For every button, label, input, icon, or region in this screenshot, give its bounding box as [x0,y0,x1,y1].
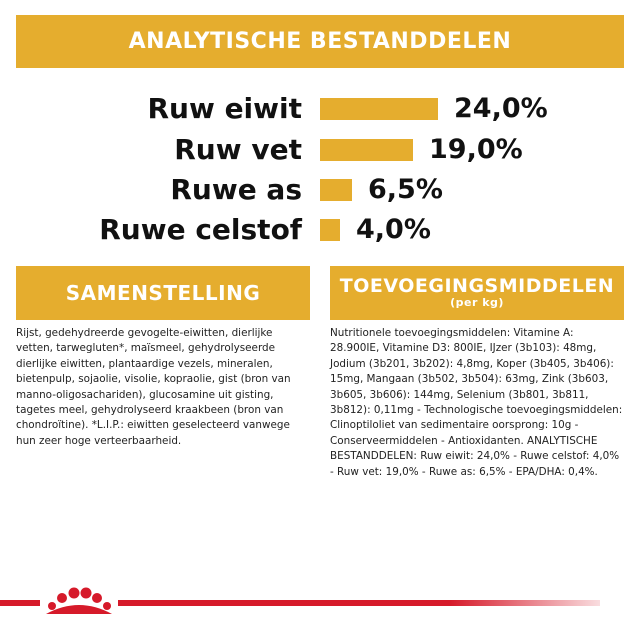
nutrient-bar [320,219,340,241]
nutrient-row [0,133,640,167]
additives-banner [330,266,624,320]
nutrient-row [0,92,640,126]
composition-title: SAMENSTELLING [65,281,261,305]
nutrient-bar [320,139,413,161]
composition-text: Rijst, gedehydreerde gevogelte-eiwitten, dierlijke vetten, tarwegluten*, maïsmeel, gehydrolyseerde dierlijke eiwitten, plantaardige vezels, mineralen, bietenpulp, sojaolie, visolie, kopraolie, gist (bron van manno-oligosachariden), glucosamine uit gisting, tagetes meel, gehydrolyseerd kraakbeen (bron van chondroïtine). *L.I.P.: eiwitten geselecteerd vanwege hun zeer hoge verteerbaarheid. [16,327,291,447]
nutrient-value: 19,0% [429,134,523,165]
additives-title: TOEVOEGINGSMIDDELEN [339,275,615,298]
nutrient-label: Ruwe celstof [99,213,302,246]
nutrient-bar [320,179,352,201]
royal-canin-crown-icon [40,584,118,618]
nutrient-bar [320,98,438,120]
composition-banner [16,266,310,320]
nutrient-value: 24,0% [454,93,548,124]
nutrient-row [0,173,640,207]
nutrient-label: Ruw vet [174,133,302,166]
nutrient-label: Ruw eiwit [147,92,302,125]
nutrient-value: 4,0% [356,214,431,245]
nutrient-label: Ruwe as [170,173,302,206]
header-banner [16,15,624,68]
nutrient-row [0,213,640,247]
additives-subtitle: (per kg) [450,296,504,310]
page-title: ANALYTISCHE BESTANDDELEN [128,29,512,54]
additives-text: Nutritionele toevoegingsmiddelen: Vitamine A: 28.900IE, Vitamine D3: 800IE, IJzer (3b103): 48mg, Jodium (3b201, 3b202): 4,8mg, Koper (3b405, 3b406): 15mg, Mangaan (3b502, 3b504): 63mg, Zink (3b603, 3b605, 3b606): 144mg, Selenium (3b801, 3b811, 3b812): 0,11mg - Technologische toevoegingsmiddelen: Clinoptiloliet van sedimentaire oorsprong: 10g - Conserveermiddelen - Antioxidanten. ANALYTISCHE BESTANDDELEN: Ruw eiwit: 24,0% - Ruwe celstof: 4,0% - Ruw vet: 19,0% - Ruwe as: 6,5% - EPA/DHA: 0,4%. [330,327,623,478]
nutrient-value: 6,5% [368,174,443,205]
